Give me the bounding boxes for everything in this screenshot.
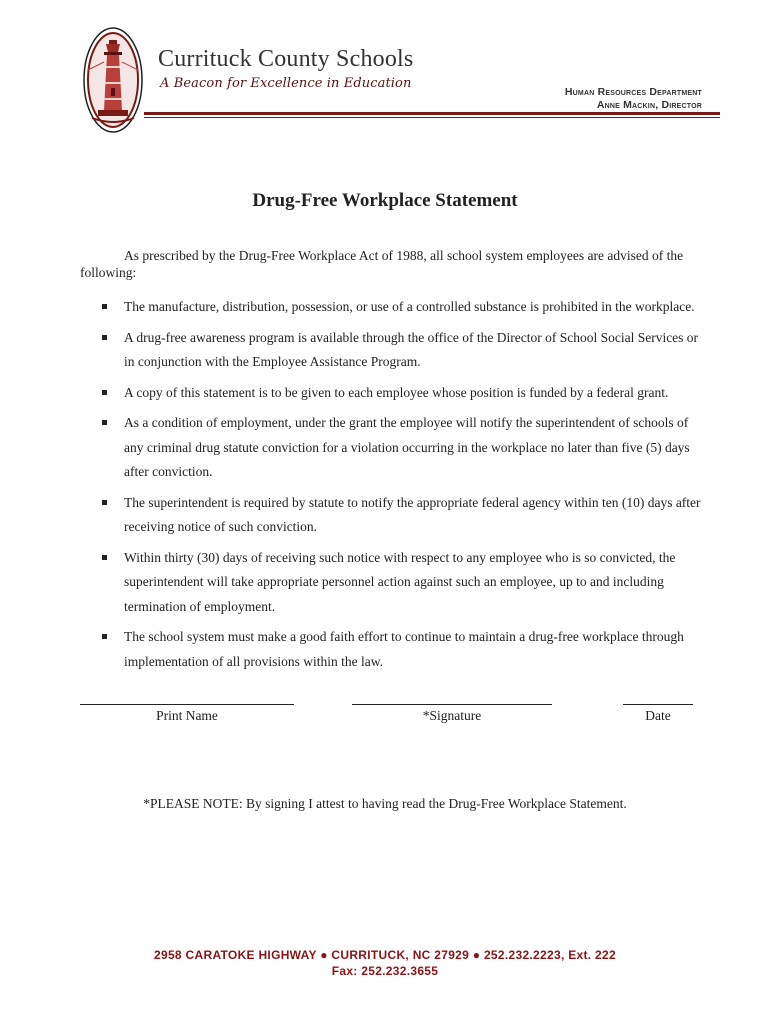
bullet-text: The school system must make a good faith effort to continue to maintain a drug-free workplace through implementation of all provisions within the law. xyxy=(124,629,684,669)
department-director: Anne Mackin, Director xyxy=(596,99,702,111)
footer-fax: Fax: 252.232.3655 xyxy=(331,964,439,978)
attestation-note: *PLEASE NOTE: By signing I attest to having read the Drug-Free Workplace Statement. xyxy=(143,796,627,811)
signature-field[interactable] xyxy=(352,704,552,724)
school-tagline: A Beacon for Excellence in Education xyxy=(160,76,412,91)
bullet-text: The manufacture, distribution, possession, or use of a controlled substance is prohibited in the workplace. xyxy=(124,299,695,314)
bullet-square-icon xyxy=(102,500,107,505)
department-block xyxy=(565,86,702,112)
bullet-item xyxy=(80,381,710,406)
bullet-square-icon xyxy=(102,335,107,340)
date-line[interactable] xyxy=(623,704,693,705)
bullet-item xyxy=(80,295,710,320)
bullet-item xyxy=(80,625,710,674)
school-name: Currituck County Schools xyxy=(158,46,414,72)
bullet-text: The superintendent is required by statute to notify the appropriate federal agency within ten (10) days after receiving notice of such conviction. xyxy=(124,494,701,534)
policy-bullet-list xyxy=(80,295,710,680)
bullet-square-icon xyxy=(102,634,107,639)
bullet-square-icon xyxy=(102,390,107,395)
signature-line[interactable] xyxy=(352,704,552,705)
department-name: Human Resources Department xyxy=(564,86,702,98)
bullet-square-icon xyxy=(102,420,107,425)
bullet-item xyxy=(80,411,710,485)
signature-label: *Signature xyxy=(422,708,482,723)
footer-address: 2958 CARATOKE HIGHWAY ● CURRITUCK, NC 27929 ● 252.232.2223, Ext. 222 xyxy=(154,948,616,962)
print-name-line[interactable] xyxy=(80,704,294,705)
intro-paragraph: As prescribed by the Drug-Free Workplace Act of 1988, all school system employees are advised of the following: xyxy=(80,248,684,280)
bullet-text: A copy of this statement is to be given to each employee whose position is funded by a federal grant. xyxy=(124,384,669,400)
bullet-text: As a condition of employment, under the grant the employee will notify the superintendent of schools of any criminal drug statute conviction for a violation occurring in the workplace no later than five (5) days after conviction. xyxy=(124,415,690,479)
bullet-item xyxy=(80,491,710,540)
print-name-label: Print Name xyxy=(156,708,218,723)
footer-contact xyxy=(0,947,770,979)
bullet-square-icon xyxy=(102,555,107,560)
date-label: Date xyxy=(645,708,671,723)
bullet-square-icon xyxy=(102,304,107,309)
letterhead-rule-thick xyxy=(144,112,720,115)
letterhead-rule-thin xyxy=(144,117,720,118)
lighthouse-seal-icon xyxy=(82,26,144,134)
bullet-item xyxy=(80,546,710,620)
bullet-text: A drug-free awareness program is available through the office of the Director of School Social Services or in conjunction with the Employee Assistance Program. xyxy=(124,329,699,369)
document-title: Drug-Free Workplace Statement xyxy=(252,190,518,211)
date-field[interactable] xyxy=(623,704,693,724)
print-name-field[interactable] xyxy=(80,704,294,724)
bullet-text: Within thirty (30) days of receiving such notice with respect to any employee who is so convicted, the superintendent will take appropriate personnel action against such an employee, up to and including termination of employment. xyxy=(124,549,676,614)
bullet-item xyxy=(80,326,710,375)
